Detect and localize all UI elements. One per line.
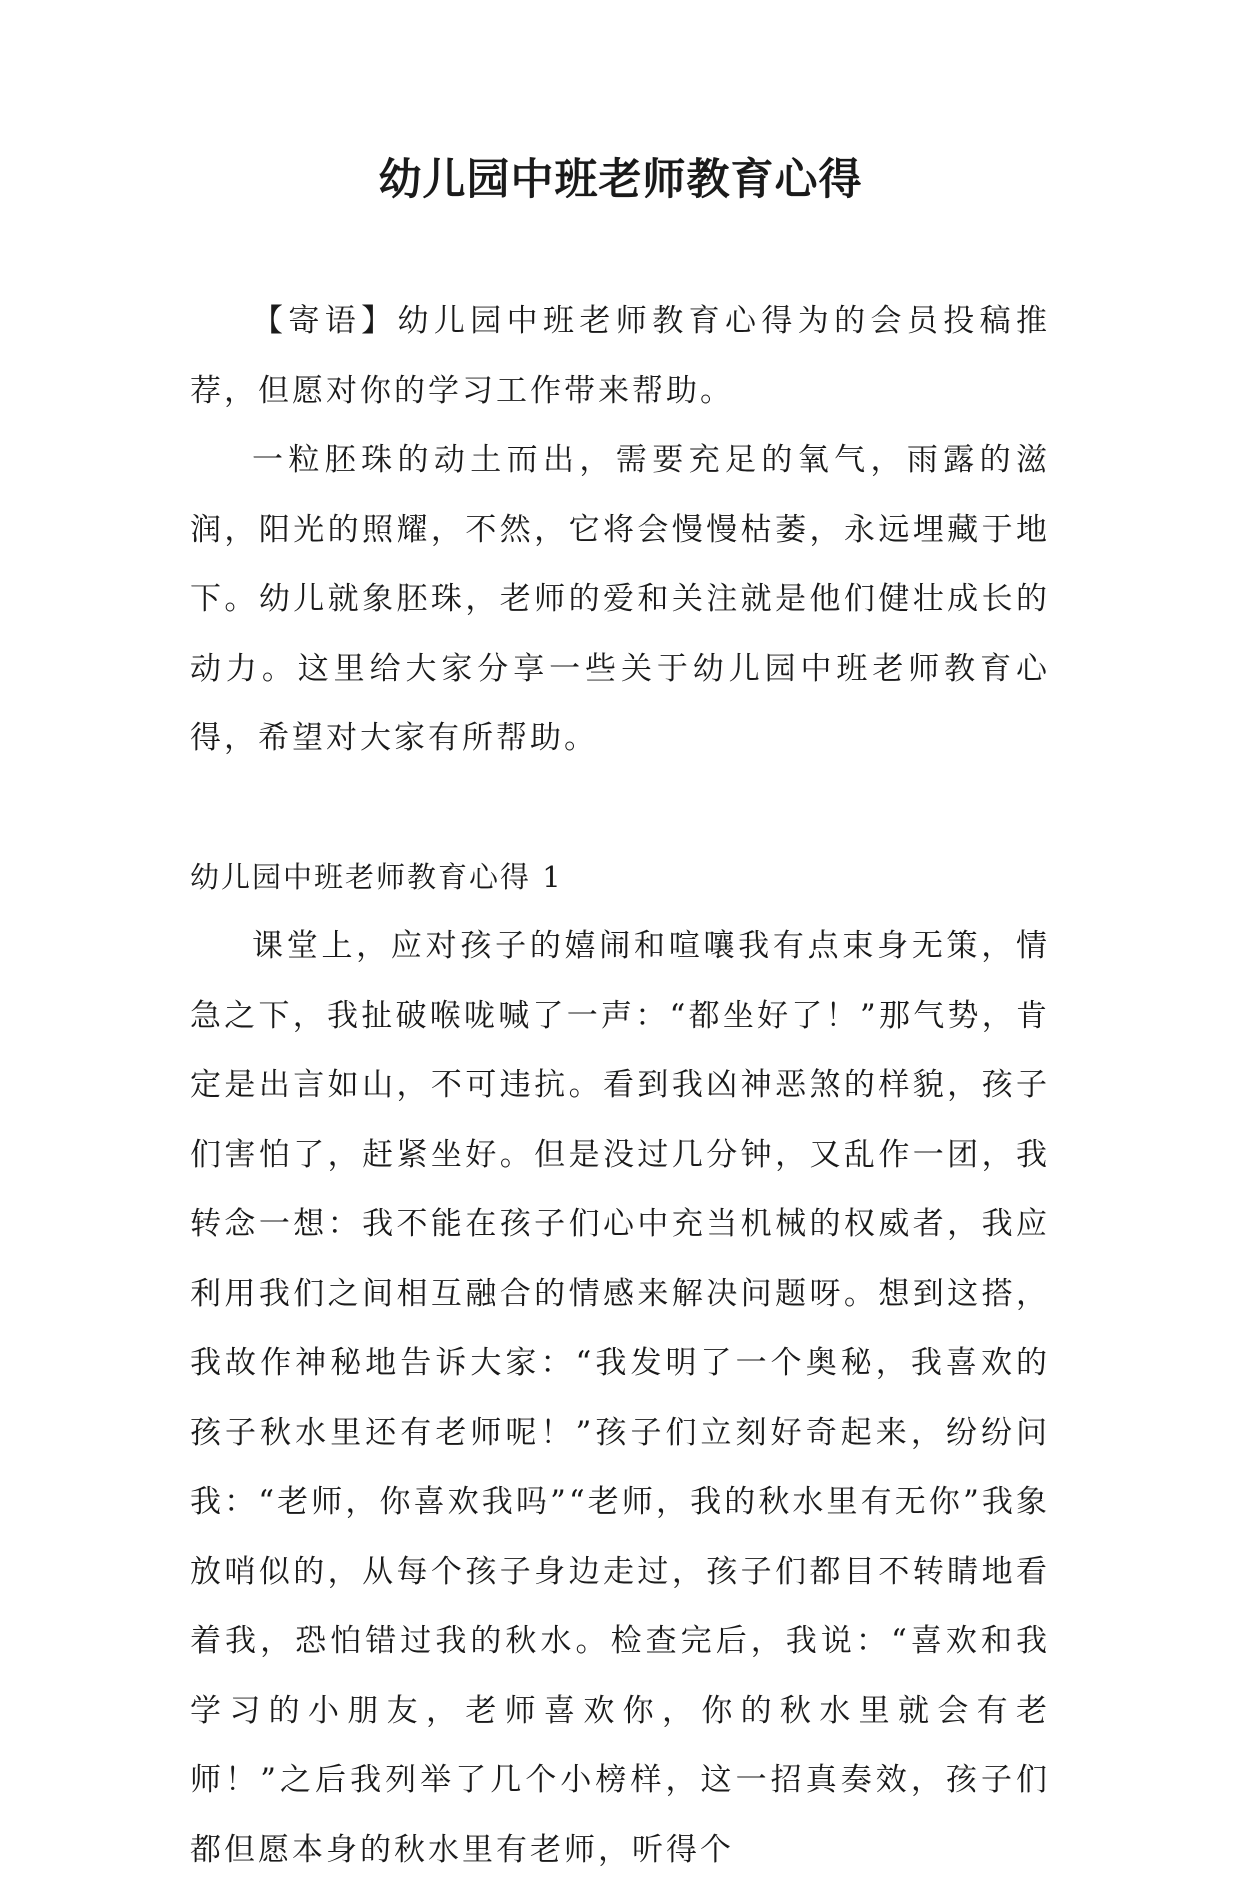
document-body — [190, 287, 1050, 1885]
body-paragraph: 一粒胚珠的动土而出，需要充足的氧气，雨露的滋润，阳光的照耀，不然，它将会慢慢枯萎，永远埋藏于地下。幼儿就象胚珠，老师的爱和关注就是他们健壮成长的动力。这里给大家分享一些关于幼儿园中班老师教育心得，希望对大家有所帮助。 — [190, 442, 1050, 756]
document-title: 幼儿园中班老师教育心得 — [378, 155, 863, 205]
body-paragraph: 课堂上，应对孩子的嬉闹和喧嚷我有点束身无策，情急之下，我扯破喉咙喊了一声：“都坐好了！”那气势，肯定是出言如山，不可违抗。看到我凶神恶煞的样貌，孩子们害怕了，赶紧坐好。但是没过几分钟，又乱作一团，我转念一想：我不能在孩子们心中充当机械的权威者，我应利用我们之间相互融合的情感来解决问题呀。想到这搭，我故作神秘地告诉大家：“我发明了一个奥秘，我喜欢的孩子秋水里还有老师呢！”孩子们立刻好奇起来，纷纷问我：“老师，你喜欢我吗”“老师，我的秋水里有无你”我象放哨似的，从每个孩子身边走过，孩子们都目不转睛地看着我，恐怕错过我的秋水。检查完后，我说：“喜欢和我学习的小朋友，老师喜欢你，你的秋水里就会有老师！”之后我列举了几个小榜样，这一招真奏效，孩子们都但愿本身的秋水里有老师，听得个 — [190, 928, 1050, 1868]
section-heading: 幼儿园中班老师教育心得 1 — [190, 859, 563, 894]
intro-paragraph: 【寄语】幼儿园中班老师教育心得为的会员投稿推荐，但愿对你的学习工作带来帮助。 — [190, 303, 1050, 409]
